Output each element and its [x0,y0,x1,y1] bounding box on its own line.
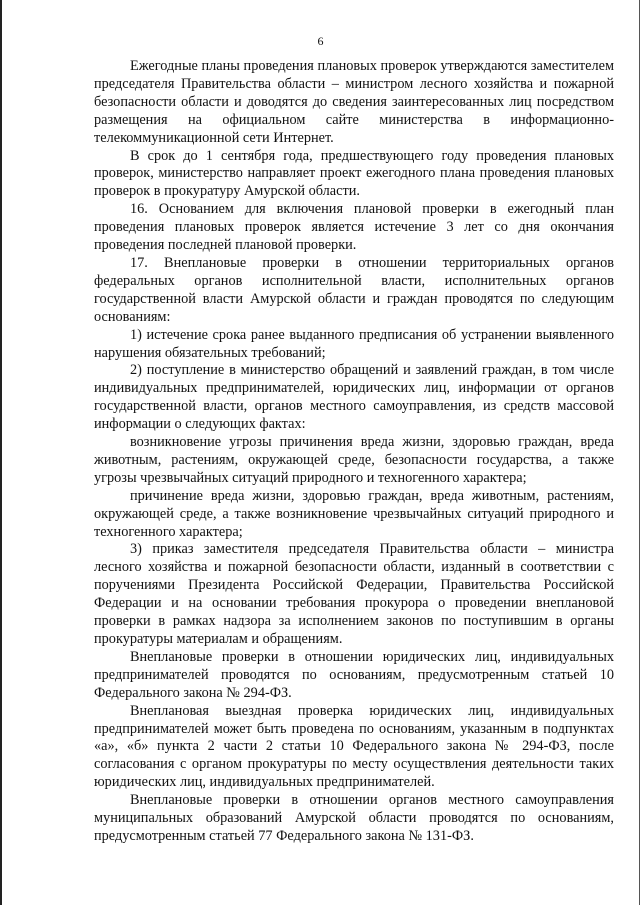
paragraph-field-inspection: Внеплановая выездная проверка юридических лиц, индивидуальных предпринимателей может быть проведена по основаниям, указанным в подпунктах «а», «б» пункта 2 части 2 статьи 10 Федерального закона № 294-ФЗ, после согласования с органом прокуратуры по месту осуществления деятельности таких юридических лиц, индивидуальных предпринимателей. [94,702,614,791]
paragraph-plan-approval: Ежегодные планы проведения плановых проверок утверждаются заместителем председателя Правительства области – министром лесного хозяйства и пожарной безопасности области и доводятся до сведения заинтересованных лиц посредством размещения на официальном сайте министерства в информационно-телекоммуникационной сети Интернет. [94,58,614,146]
paragraph-local-government: Внеплановые проверки в отношении органов местного самоуправления муниципальных образований Амурской области проводятся по основаниям, предусмотренным статьей 77 Федерального закона № 131-ФЗ. [94,792,614,844]
paragraph-17-item-1: 1) истечение срока ранее выданного предписания об устранении выявленного нарушения обязательных требований; [94,326,614,361]
paragraph-16: 16. Основанием для включения плановой проверки в ежегодный план проведения плановых проверок является истечение 3 лет со дня окончания проведения последней плановой проверки. [94,201,614,254]
paragraph-plan-deadline: В срок до 1 сентября года, предшествующего году проведения плановых проверок, министерство направляет проект ежегодного плана проведения плановых проверок в прокуратуру Амурской области. [94,147,614,200]
paragraph-17-item-3: 3) приказ заместителя председателя Правительства области – министра лесного хозяйства и пожарной безопасности области, изданный в соответствии с поручениями Президента Российской Федерации, Правительства Российской Федерации и на основании требования прокурора о проведении внеплановой проверки в рамках надзора за исполнением законов по поступившим в органы прокуратуры материалам и обращениям. [94,541,614,647]
paragraph-17-item-2-harm: причинение вреда жизни, здоровью граждан, вреда животным, растениям, окружающей среде, а также возникновение чрезвычайных ситуаций природного и техногенного характера; [94,487,614,540]
paragraph-legal-entities: Внеплановые проверки в отношении юридических лиц, индивидуальных предпринимателей проводятся по основаниям, предусмотренным статьей 10 Федерального закона № 294-ФЗ. [94,648,614,701]
page-number: 6 [317,34,324,48]
paragraph-17: 17. Внеплановые проверки в отношении территориальных органов федеральных органов исполнительной власти, исполнительных органов государственной власти Амурской области и граждан проводятся по следующим основаниям: [94,254,614,325]
paragraph-17-item-2-threat: возникновение угрозы причинения вреда жизни, здоровью граждан, вреда животным, растениям, окружающей среде, безопасности государства, а также угрозы чрезвычайных ситуаций природного и техногенного характера; [94,434,614,486]
document-body [94,58,614,846]
paragraph-17-item-2: 2) поступление в министерство обращений и заявлений граждан, в том числе индивидуальных предпринимателей, юридических лиц, информации от органов государственной власти, органов местного самоуправления, из средств массовой информации о следующих фактах: [94,362,614,433]
